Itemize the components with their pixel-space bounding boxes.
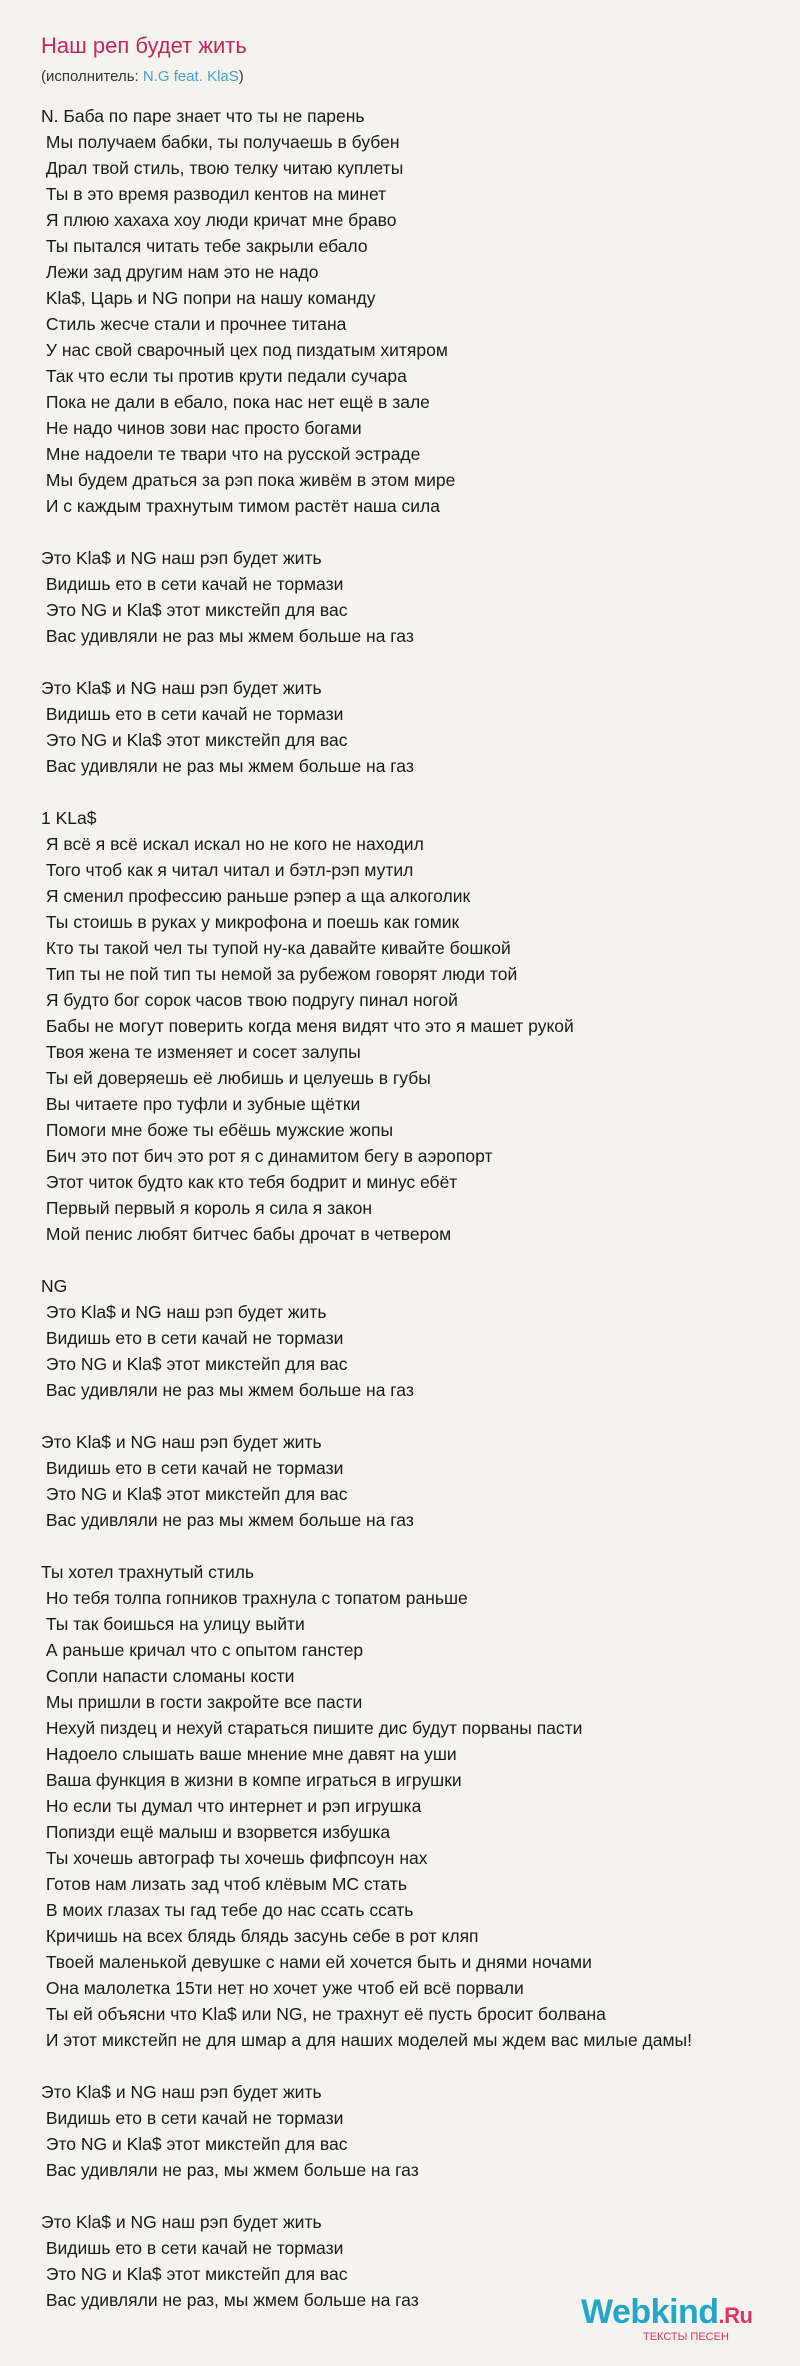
lyric-line: Так что если ты против крути педали сучара <box>41 366 407 386</box>
lyric-line: Мы будем драться за рэп пока живём в этом мире <box>41 470 456 490</box>
lyric-line: Нехуй пиздец и нехуй стараться пишите дис будут порваны пасти <box>41 1718 583 1738</box>
song-title: Наш реп будет жить <box>41 33 247 58</box>
lyric-line: Ты пытался читать тебе закрыли ебало <box>41 236 368 256</box>
byline-suffix: ) <box>238 68 244 85</box>
lyric-line: Видишь ето в сети качай не тормази <box>41 2238 344 2258</box>
lyric-line: Но если ты думал что интернет и рэп игрушка <box>41 1796 422 1816</box>
lyric-line: Я плюю хахаха хоу люди кричат мне браво <box>41 210 397 230</box>
lyric-line: Твоя жена те изменяет и сосет залупы <box>41 1042 361 1062</box>
lyric-line: Попизди ещё малыш и взорвется избушка <box>41 1822 391 1842</box>
byline-prefix: (исполнитель: <box>41 68 143 85</box>
lyric-line: Она малолетка 15ти нет но хочет уже чтоб ей всё порвали <box>41 1978 524 1998</box>
lyric-line: Я всё я всё искал искал но не кого не находил <box>41 834 424 854</box>
lyrics-spacer <box>41 649 791 675</box>
lyric-line: Ты в это время разводил кентов на минет <box>41 184 387 204</box>
lyric-line: Видишь ето в сети качай не тормази <box>41 1328 344 1348</box>
logo-tagline: ТЕКСТЫ ПЕСЕН <box>643 2331 729 2343</box>
logo-tld: .Ru <box>718 2303 753 2328</box>
lyric-line: Того чтоб как я читал читал и бэтл-рэп мутил <box>41 860 414 880</box>
lyric-line: У нас свой сварочный цех под пиздатым хитяром <box>41 340 448 360</box>
artist-link[interactable]: N.G feat. KlaS <box>142 68 239 85</box>
lyrics-spacer <box>41 2053 791 2079</box>
lyric-line: Ты ей доверяешь её любишь и целуешь в губы <box>41 1068 431 1088</box>
lyrics-spacer <box>41 519 791 545</box>
lyric-line: Это Kla$ и NG наш рэп будет жить <box>41 2212 322 2232</box>
lyric-line: Это Kla$ и NG наш рэп будет жить <box>41 548 322 568</box>
lyrics-body <box>41 103 791 2313</box>
lyric-line: Вы читаете про туфли и зубные щётки <box>41 1094 361 1114</box>
site-logo[interactable] <box>581 2293 781 2349</box>
lyric-line: Вас удивляли не раз мы жмем больше на газ <box>41 1510 414 1530</box>
lyric-line: И с каждым трахнутым тимом растёт наша сила <box>41 496 440 516</box>
lyric-line: Вас удивляли не раз мы жмем больше на газ <box>41 1380 414 1400</box>
lyrics-spacer <box>41 1247 791 1273</box>
logo-wordmark <box>581 2293 753 2332</box>
lyric-line: Это NG и Kla$ этот микстейп для вас <box>41 1354 348 1374</box>
lyric-line: Я сменил профессию раньше рэпер а ща алкоголик <box>41 886 471 906</box>
lyric-line: И этот микстейп не для шмар а для наших моделей мы ждем вас милые дамы! <box>41 2030 692 2050</box>
lyric-line: Кто ты такой чел ты тупой ну-ка давайте кивайте бошкой <box>41 938 511 958</box>
lyric-line: Мне надоели те твари что на русской эстраде <box>41 444 421 464</box>
lyric-line: Вас удивляли не раз, мы жмем больше на газ <box>41 2290 419 2310</box>
lyric-line: Драл твой стиль, твою телку читаю куплеты <box>41 158 404 178</box>
lyric-line: Видишь ето в сети качай не тормази <box>41 2108 344 2128</box>
lyric-line: Это Kla$ и NG наш рэп будет жить <box>41 678 322 698</box>
lyric-line: Надоело слышать ваше мнение мне давят на уши <box>41 1744 457 1764</box>
lyric-line: Твоей маленькой девушке с нами ей хочется быть и днями ночами <box>41 1952 592 1972</box>
lyric-line: Это NG и Kla$ этот микстейп для вас <box>41 2134 348 2154</box>
lyric-line: Помоги мне боже ты ебёшь мужские жопы <box>41 1120 394 1140</box>
lyrics-spacer <box>41 1533 791 1559</box>
logo-name: Webkind <box>581 2293 719 2331</box>
lyric-line: Мы получаем бабки, ты получаешь в бубен <box>41 132 400 152</box>
lyric-line: 1 KLa$ <box>41 808 97 828</box>
lyric-line: Кричишь на всех блядь блядь засунь себе в рот кляп <box>41 1926 479 1946</box>
byline <box>41 68 244 85</box>
lyrics-spacer <box>41 2183 791 2209</box>
lyric-line: Не надо чинов зови нас просто богами <box>41 418 362 438</box>
lyric-line: Это NG и Kla$ этот микстейп для вас <box>41 2264 348 2284</box>
lyric-line: Первый первый я король я сила я закон <box>41 1198 373 1218</box>
lyric-line: Я будто бог сорок часов твою подругу пинал ногой <box>41 990 458 1010</box>
lyric-line: Сопли напасти сломаны кости <box>41 1666 295 1686</box>
lyric-line: Это NG и Kla$ этот микстейп для вас <box>41 1484 348 1504</box>
lyric-line: Ты так боишься на улицу выйти <box>41 1614 305 1634</box>
lyric-line: Вас удивляли не раз мы жмем больше на газ <box>41 756 414 776</box>
lyric-line: Ты хотел трахнутый стиль <box>41 1562 255 1582</box>
lyric-line: Ты хочешь автограф ты хочешь фифпсоун нах <box>41 1848 428 1868</box>
lyric-line: Ты стоишь в руках у микрофона и поешь как гомик <box>41 912 460 932</box>
lyric-line: Но тебя толпа гопников трахнула с топатом раньше <box>41 1588 468 1608</box>
lyric-line: Тип ты не пой тип ты немой за рубежом говорят люди той <box>41 964 518 984</box>
lyric-line: Это Kla$ и NG наш рэп будет жить <box>41 2082 322 2102</box>
lyric-line: Видишь ето в сети качай не тормази <box>41 1458 344 1478</box>
lyric-line: Видишь ето в сети качай не тормази <box>41 574 344 594</box>
lyric-line: Бич это пот бич это рот я с динамитом бегу в аэропорт <box>41 1146 493 1166</box>
lyric-line: Это Kla$ и NG наш рэп будет жить <box>41 1432 322 1452</box>
lyric-line: Kla$, Царь и NG попри на нашу команду <box>41 288 376 308</box>
lyric-line: Это NG и Kla$ этот микстейп для вас <box>41 600 348 620</box>
lyric-line: Пока не дали в ебало, пока нас нет ещё в зале <box>41 392 430 412</box>
lyric-line: Готов нам лизать зад чтоб клёвым МС стать <box>41 1874 407 1894</box>
lyric-line: А раньше кричал что с опытом ганстер <box>41 1640 364 1660</box>
lyric-line: N. Баба по паре знает что ты не парень <box>41 106 365 126</box>
lyric-line: Стиль жесче стали и прочнее титана <box>41 314 347 334</box>
lyric-line: Это NG и Kla$ этот микстейп для вас <box>41 730 348 750</box>
lyric-line: NG <box>41 1276 68 1296</box>
lyric-line: Ты ей объясни что Kla$ или NG, не трахнут её пусть бросит болвана <box>41 2004 606 2024</box>
lyric-line: Вас удивляли не раз мы жмем больше на газ <box>41 626 414 646</box>
lyric-line: Это Kla$ и NG наш рэп будет жить <box>41 1302 327 1322</box>
lyric-line: Этот читок будто как кто тебя бодрит и минус ебёт <box>41 1172 458 1192</box>
lyric-line: Лежи зад другим нам это не надо <box>41 262 319 282</box>
lyric-line: Видишь ето в сети качай не тормази <box>41 704 344 724</box>
lyric-line: Вас удивляли не раз, мы жмем больше на газ <box>41 2160 419 2180</box>
lyric-line: Мой пенис любят битчес бабы дрочат в четвером <box>41 1224 452 1244</box>
lyric-line: Бабы не могут поверить когда меня видят что это я машет рукой <box>41 1016 574 1036</box>
lyrics-spacer <box>41 779 791 805</box>
lyric-line: Мы пришли в гости закройте все пасти <box>41 1692 363 1712</box>
lyric-line: В моих глазах ты гад тебе до нас ссать ссать <box>41 1900 414 1920</box>
lyrics-spacer <box>41 1403 791 1429</box>
lyric-line: Ваша функция в жизни в компе играться в игрушки <box>41 1770 462 1790</box>
